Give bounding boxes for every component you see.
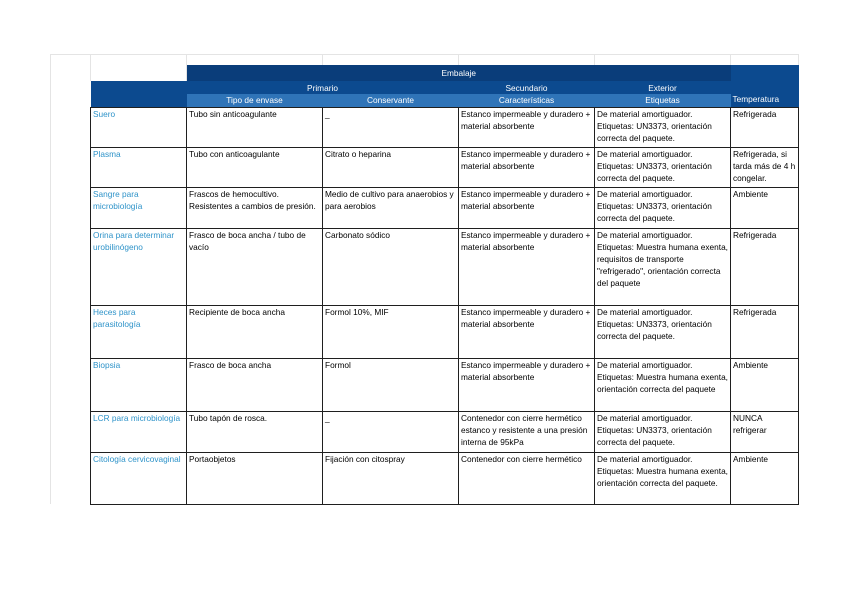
header-tipo-envase: Tipo de envase — [187, 94, 323, 107]
muestra-cell: Plasma — [91, 147, 187, 187]
temperatura-cell: Refrigerada — [731, 107, 799, 147]
temperatura-cell: Ambiente — [731, 358, 799, 411]
temperatura-cell: NUNCA refrigerar — [731, 411, 799, 452]
muestra-cell: Biopsia — [91, 358, 187, 411]
table-row — [51, 147, 799, 187]
envase-cell: Frasco de boca ancha — [187, 358, 323, 411]
specimen-table — [50, 54, 799, 505]
envase-cell: Tubo con anticoagulante — [187, 147, 323, 187]
envase-cell: Frasco de boca ancha / tubo de vacío — [187, 228, 323, 305]
temperatura-cell: Refrigerada — [731, 228, 799, 305]
caracteristicas-cell: Estanco impermeable y duradero + material absorbente — [459, 358, 595, 411]
caracteristicas-cell: Estanco impermeable y duradero + material absorbente — [459, 228, 595, 305]
temperatura-cell: Refrigerada — [731, 305, 799, 358]
temperatura-cell: Refrigerada, si tarda más de 4 h congelar. — [731, 147, 799, 187]
header-secundario: Secundario — [459, 81, 595, 94]
envase-cell: Recipiente de boca ancha — [187, 305, 323, 358]
table-row — [51, 358, 799, 411]
muestra-cell: Orina para determinar urobilinógeno — [91, 228, 187, 305]
spreadsheet — [50, 54, 799, 505]
table-row — [51, 107, 799, 147]
etiquetas-cell: De material amortiguador. Etiquetas: UN3373, orientación correcta del paquete. — [595, 107, 731, 147]
table-row — [51, 228, 799, 305]
muestra-cell: Citología cervicovaginal — [91, 452, 187, 504]
etiquetas-cell: De material amortiguador. Etiquetas: Muestra humana exenta, requisitos de transporte "refrigerado", orientación correcta del paquete — [595, 228, 731, 305]
muestra-cell: LCR para microbiología — [91, 411, 187, 452]
etiquetas-cell: De material amortiguador. Etiquetas: UN3373, orientación correcta del paquete. — [595, 411, 731, 452]
header-embalaje: Embalaje — [187, 65, 731, 81]
etiquetas-cell: De material amortiguador. Etiquetas: UN3373, orientación correcta del paquete. — [595, 147, 731, 187]
envase-cell: Tubo tapón de rosca. — [187, 411, 323, 452]
caracteristicas-cell: Contenedor con cierre hermético estanco y resistente a una presión interna de 95kPa — [459, 411, 595, 452]
muestra-cell: Sangre para microbiología — [91, 187, 187, 228]
caracteristicas-cell: Estanco impermeable y duradero + material absorbente — [459, 107, 595, 147]
conservante-cell: Formol — [323, 358, 459, 411]
conservante-cell: Citrato o heparina — [323, 147, 459, 187]
conservante-cell: _ — [323, 411, 459, 452]
table-row — [51, 187, 799, 228]
conservante-cell: _ — [323, 107, 459, 147]
table-row — [51, 411, 799, 452]
envase-cell: Portaobjetos — [187, 452, 323, 504]
envase-cell: Frascos de hemocultivo. Resistentes a cambios de presión. — [187, 187, 323, 228]
etiquetas-cell: De material amortiguador. Etiquetas: UN3373, orientación correcta del paquete. — [595, 187, 731, 228]
header-temperatura: Temperatura — [732, 93, 780, 104]
caracteristicas-cell: Estanco impermeable y duradero + material absorbente — [459, 147, 595, 187]
caracteristicas-cell: Estanco impermeable y duradero + material absorbente — [459, 305, 595, 358]
empty-row — [51, 55, 799, 66]
muestra-cell: Suero — [91, 107, 187, 147]
conservante-cell: Medio de cultivo para anaerobios y para aerobios — [323, 187, 459, 228]
table-row — [51, 452, 799, 504]
conservante-cell: Fijación con citospray — [323, 452, 459, 504]
header-exterior: Exterior — [595, 81, 731, 94]
muestra-cell: Heces para parasitología — [91, 305, 187, 358]
etiquetas-cell: De material amortiguador. Etiquetas: Muestra humana exenta, orientación correcta del paquete. — [595, 452, 731, 504]
table-row — [51, 305, 799, 358]
temperatura-cell: Ambiente — [731, 187, 799, 228]
header-caracteristicas: Características — [459, 94, 595, 107]
temperatura-cell: Ambiente — [731, 452, 799, 504]
conservante-cell: Carbonato sódico — [323, 228, 459, 305]
caracteristicas-cell: Estanco impermeable y duradero + material absorbente — [459, 187, 595, 228]
header-primario: Primario — [187, 81, 459, 94]
conservante-cell: Formol 10%, MIF — [323, 305, 459, 358]
etiquetas-cell: De material amortiguador. Etiquetas: UN3373, orientación correcta del paquete. — [595, 305, 731, 358]
header-conservante: Conservante — [323, 94, 459, 107]
etiquetas-cell: De material amortiguador. Etiquetas: Muestra humana exenta, orientación correcta del paquete — [595, 358, 731, 411]
header-row-1 — [51, 65, 799, 81]
header-etiquetas: Etiquetas — [595, 94, 731, 107]
caracteristicas-cell: Contenedor con cierre hermético — [459, 452, 595, 504]
header-row-2 — [51, 81, 799, 94]
envase-cell: Tubo sin anticoagulante — [187, 107, 323, 147]
